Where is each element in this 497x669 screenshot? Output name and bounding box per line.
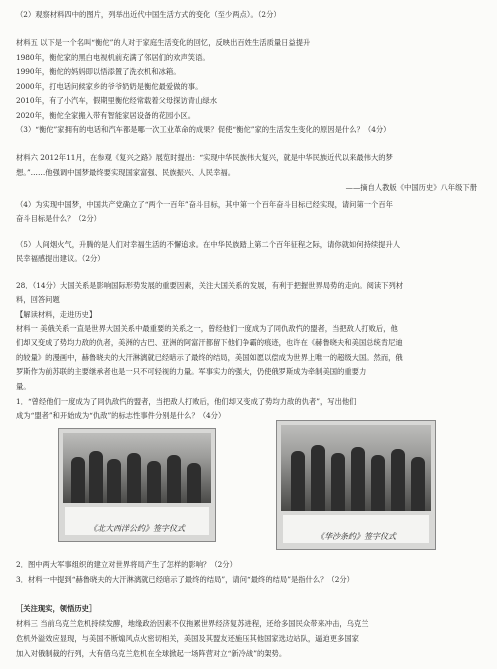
nato-photo-caption: 《北大西洋公约》签字仪式 [89,524,185,534]
material-1-line-4: 罗斯作为前苏联的主要继承者也是一只不可轻视的力量。军事实力的强大，仍使俄罗斯成为牵制美国的重要力 [16,367,367,376]
question-4-2: （2）观察材料四中的图片，列举出近代中国生活方式的变化（至少两点）。（2分） [16,10,281,19]
material-6-line-2: 想。”……他强调中国梦最终要实现国家富强、民族振兴、人民幸福。 [16,168,235,177]
material-3-line-1: 材料三 当前乌克兰危机持续发酵，地缘政治因素不仅拖累世界经济复苏进程，还给多国民众带来冲击，乌克兰 [16,619,369,628]
question-4-5-line-2: 民幸福感提出建议。（2分） [16,254,105,263]
material-1-line-3: 的较量》的漫画中，赫鲁晓夫的大汗淋漓就已经暗示了最终的结局，美国如愿以偿成为世界上唯一的超级大国。然而，俄 [16,353,403,362]
question-28-stem-line-1: 28．（14分）大国关系是影响国际形势发展的重要因素，关注大国关系的发展，有利于把握世界局势的走向。阅读下列材 [16,281,404,290]
warsaw-pact-signing-photo [276,420,436,550]
section-heading-interpret: 【解读材料，走进历史】 [16,310,97,319]
question-28-1-line-2: 成为“盟者”和开始成为“仇敌”的标志性事件分别是什么？（4分） [16,411,226,420]
question-28-2: 2．图中两大军事组织的建立对世界将局产生了怎样的影响？（2分） [16,560,237,569]
material-1-line-5: 量。 [16,382,31,391]
nato-photo-scene [63,433,211,503]
warsaw-photo-scene [281,425,431,511]
material-1-line-1: 材料一 美俄关系一直是世界大国关系中最重要的关系之一，曾经他们一度成为了同仇敌忾的盟者，当把敌人打败后，他 [16,324,398,333]
material-5-2000: 2000年，打电话问候家乡的爷爷奶奶是衡佗最爱做的事。 [16,82,203,91]
material-3-line-2: 危机外溢效应显现，与美国不断煽风点火密切相关，美国及其盟友还施压其他国家选边站队，逼迫更多国家 [16,634,359,643]
material-1-line-2: 们却又变成了势均力敌的仇者，美洲的古巴、亚洲的阿富汗都留下他们争霸的痕迹，也许在《赫鲁晓夫和美国总统肯尼迪 [16,338,403,347]
section-heading-reality: ［关注现实，领悟历史］ [16,604,97,613]
material-5-2020: 2020年，衡佗全家搬入带有智能家居设备的花园小区。 [16,111,196,120]
question-28-1-line-1: 1．“曾经他们一度成为了同仇敌忾的盟者，当把敌人打败后，他们却又变成了势均力敌的仇者”，写出他们 [16,397,357,406]
material-5-heading: 材料五 以下是一个名叫“衡佗”的人对于家庭生活变化的回忆，反映出百姓生活质量日益提升 [16,38,311,47]
question-28-3: 3．材料一中提到“赫鲁晓夫的大汗淋漓就已经暗示了最终的结局”，请问“最终的结局”是指什么？（2分） [16,575,354,584]
question-4-5-line-1: （5）人间烟火气，升腾的是人们对幸福生活的不懈追求。在中华民族踏上第二个百年征程之际，请你就如何持续提升人 [16,240,401,249]
nato-signing-photo [58,428,216,542]
material-6-source: ——摘自人教版《中国历史》八年级下册 [345,183,477,192]
material-5-2010: 2010年，有了小汽车，假期里衡佗经常载着父母探访青山绿水 [16,96,217,105]
material-5-1990: 1990年，衡佗的妈妈即以悟添置了洗衣机和冰箱。 [16,67,181,76]
material-3-line-3: 加入对俄制裁的行列，大有借乌克兰危机在全球掀起一场阵营对立“新冷战”的架势。 [16,649,287,658]
material-6-line-1: 材料六 2012年11月，在参观《复兴之路》展览时提出：“实现中华民族伟大复兴，就是中华民族近代以来最伟大的梦 [16,153,393,162]
material-5-1980: 1980年，衡佗家的黑白电视机前充满了邻居们的欢声笑语。 [16,53,210,62]
question-4-3: （3）“衡佗”家拥有的电话和汽车都是哪一次工业革命的成果？促使“衡佗”家的生活发生变化的原因是什么？（4分） [16,125,391,134]
question-28-stem-line-2: 料，回答问题 [16,295,60,304]
question-4-4-line-2: 奋斗目标是什么？（2分） [16,214,101,223]
question-4-4-line-1: （4）为实现中国梦，中国共产党确立了“两个一百年”奋斗目标，其中第一个百年奋斗目标已经实现，请问第一个百年 [16,200,393,209]
warsaw-photo-caption: 《华沙条约》签字仪式 [316,532,396,542]
